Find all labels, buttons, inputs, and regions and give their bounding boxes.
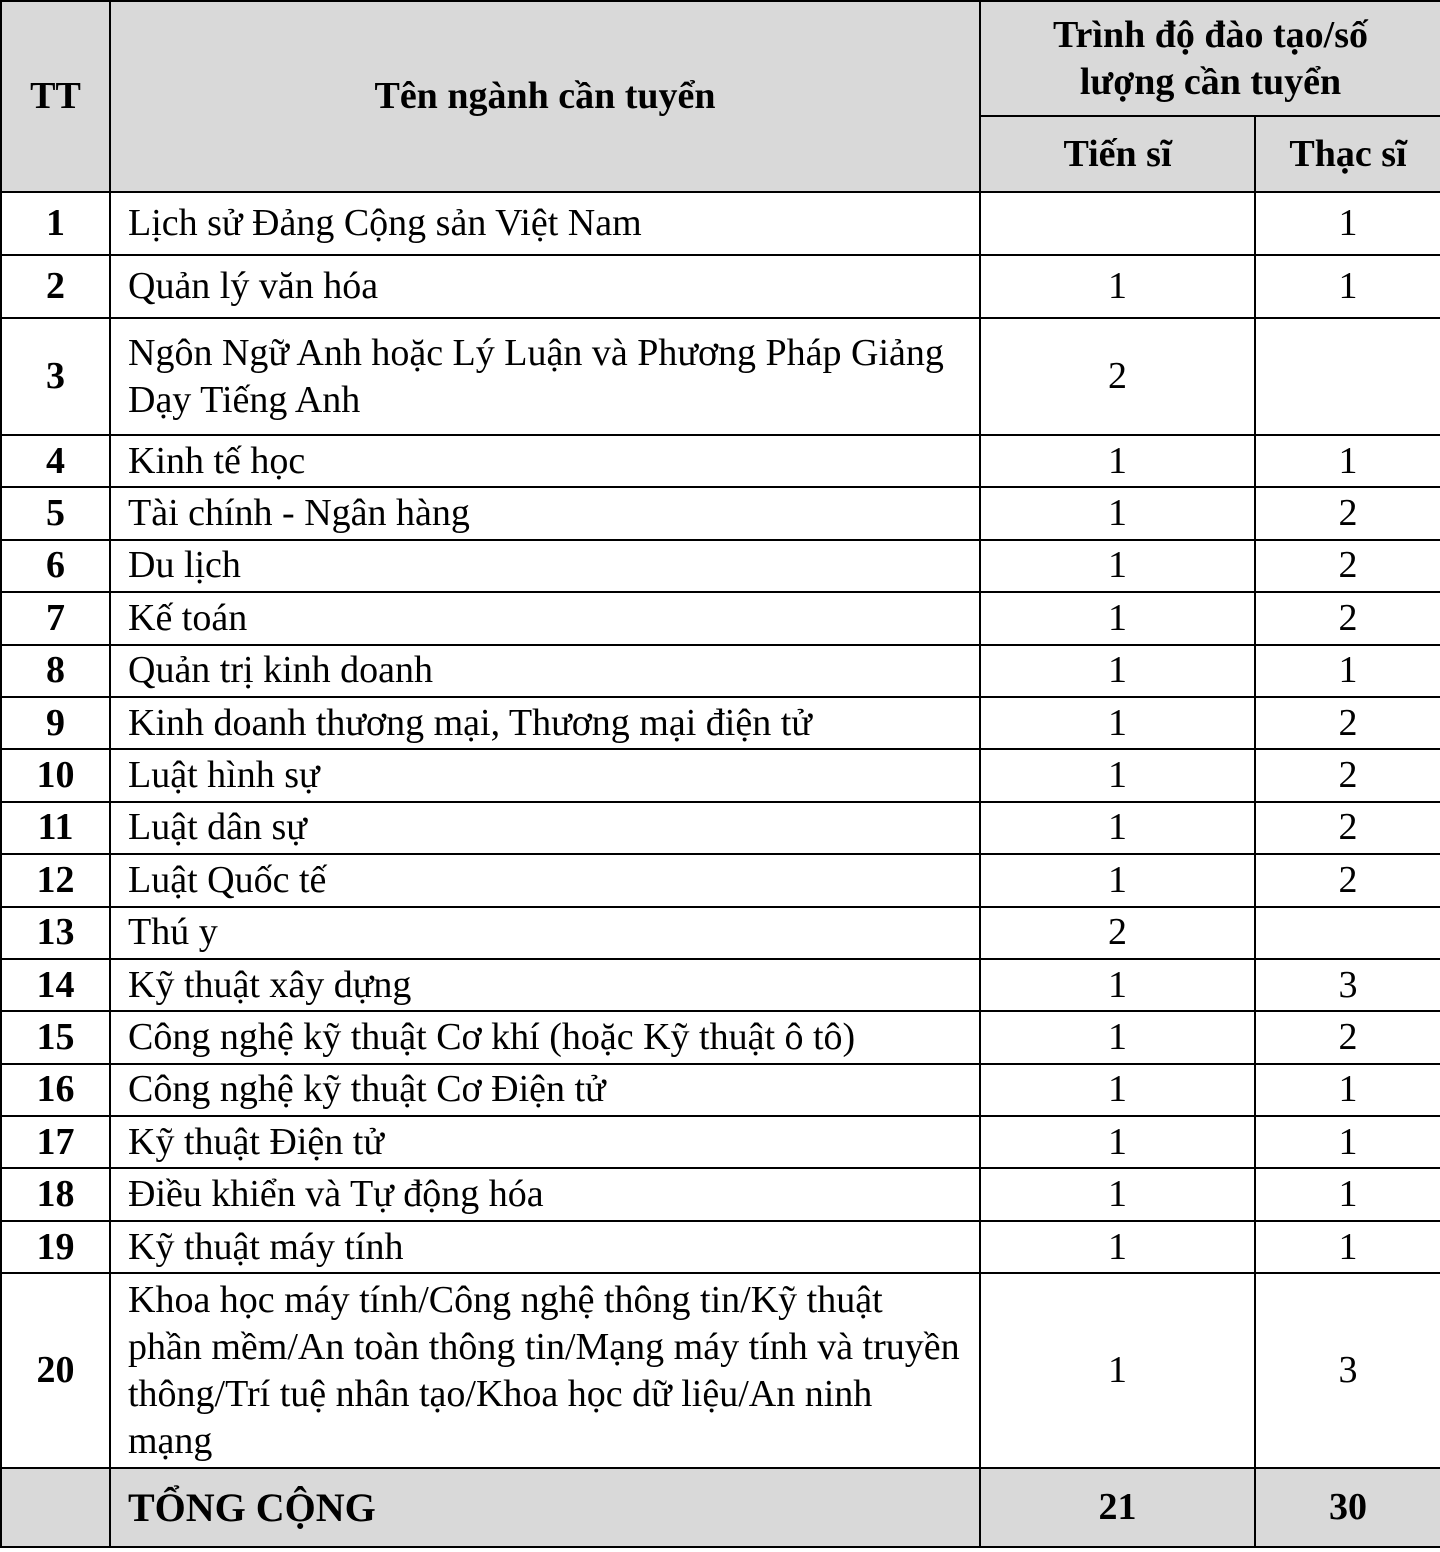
table-row — [1, 487, 1440, 539]
header-tt: TT — [1, 1, 110, 192]
phd-count: 1 — [980, 487, 1255, 539]
row-number: 4 — [1, 435, 110, 487]
total-row — [1, 1468, 1440, 1547]
table-row — [1, 959, 1440, 1011]
header-phd: Tiến sĩ — [980, 116, 1255, 192]
phd-count: 1 — [980, 1011, 1255, 1063]
row-number: 10 — [1, 749, 110, 801]
table-row — [1, 1064, 1440, 1116]
major-name: Luật dân sự — [110, 802, 980, 854]
row-number: 16 — [1, 1064, 110, 1116]
table-row — [1, 1168, 1440, 1220]
major-name: Thú y — [110, 907, 980, 959]
row-number: 5 — [1, 487, 110, 539]
masters-count: 2 — [1255, 802, 1440, 854]
major-name: Kế toán — [110, 592, 980, 644]
masters-count: 1 — [1255, 1221, 1440, 1273]
masters-count — [1255, 318, 1440, 435]
row-number: 3 — [1, 318, 110, 435]
row-number: 7 — [1, 592, 110, 644]
phd-count — [980, 192, 1255, 255]
row-number: 15 — [1, 1011, 110, 1063]
phd-count: 1 — [980, 802, 1255, 854]
phd-count: 1 — [980, 1116, 1255, 1168]
phd-count: 1 — [980, 749, 1255, 801]
phd-count: 1 — [980, 959, 1255, 1011]
masters-count — [1255, 907, 1440, 959]
table-row — [1, 592, 1440, 644]
masters-count: 1 — [1255, 435, 1440, 487]
table-row — [1, 1116, 1440, 1168]
total-empty-cell — [1, 1468, 110, 1547]
major-name: Kinh tế học — [110, 435, 980, 487]
masters-count: 2 — [1255, 592, 1440, 644]
row-number: 13 — [1, 907, 110, 959]
major-name: Kinh doanh thương mại, Thương mại điện tử — [110, 697, 980, 749]
masters-count: 1 — [1255, 1116, 1440, 1168]
phd-count: 2 — [980, 318, 1255, 435]
total-masters: 30 — [1255, 1468, 1440, 1547]
row-number: 18 — [1, 1168, 110, 1220]
row-number: 9 — [1, 697, 110, 749]
phd-count: 1 — [980, 645, 1255, 697]
row-number: 2 — [1, 255, 110, 318]
row-number: 8 — [1, 645, 110, 697]
masters-count: 3 — [1255, 959, 1440, 1011]
masters-count: 2 — [1255, 854, 1440, 906]
major-name: Quản trị kinh doanh — [110, 645, 980, 697]
phd-count: 1 — [980, 255, 1255, 318]
masters-count: 1 — [1255, 645, 1440, 697]
major-name: Công nghệ kỹ thuật Cơ khí (hoặc Kỹ thuật ô tô) — [110, 1011, 980, 1063]
table-footer — [1, 1468, 1440, 1547]
header-masters: Thạc sĩ — [1255, 116, 1440, 192]
table-row — [1, 1221, 1440, 1273]
major-name: Lịch sử Đảng Cộng sản Việt Nam — [110, 192, 980, 255]
table-header — [1, 1, 1440, 192]
major-name: Tài chính - Ngân hàng — [110, 487, 980, 539]
phd-count: 1 — [980, 1273, 1255, 1468]
table-row — [1, 645, 1440, 697]
total-label: TỔNG CỘNG — [110, 1468, 980, 1547]
table-row — [1, 1273, 1440, 1468]
table-row — [1, 435, 1440, 487]
header-level-group: Trình độ đào tạo/số lượng cần tuyển — [980, 1, 1440, 116]
phd-count: 1 — [980, 1168, 1255, 1220]
table-row — [1, 540, 1440, 592]
major-name: Kỹ thuật Điện tử — [110, 1116, 980, 1168]
masters-count: 1 — [1255, 255, 1440, 318]
phd-count: 2 — [980, 907, 1255, 959]
major-name: Điều khiển và Tự động hóa — [110, 1168, 980, 1220]
row-number: 6 — [1, 540, 110, 592]
phd-count: 1 — [980, 1064, 1255, 1116]
masters-count: 1 — [1255, 192, 1440, 255]
major-name: Luật hình sự — [110, 749, 980, 801]
table-row — [1, 1011, 1440, 1063]
row-number: 11 — [1, 802, 110, 854]
table-row — [1, 697, 1440, 749]
major-name: Quản lý văn hóa — [110, 255, 980, 318]
major-name: Luật Quốc tế — [110, 854, 980, 906]
row-number: 14 — [1, 959, 110, 1011]
masters-count: 1 — [1255, 1168, 1440, 1220]
total-phd: 21 — [980, 1468, 1255, 1547]
major-name: Ngôn Ngữ Anh hoặc Lý Luận và Phương Pháp Giảng Dạy Tiếng Anh — [110, 318, 980, 435]
row-number: 1 — [1, 192, 110, 255]
major-name: Công nghệ kỹ thuật Cơ Điện tử — [110, 1064, 980, 1116]
table-row — [1, 749, 1440, 801]
masters-count: 2 — [1255, 1011, 1440, 1063]
phd-count: 1 — [980, 540, 1255, 592]
masters-count: 2 — [1255, 540, 1440, 592]
major-name: Kỹ thuật máy tính — [110, 1221, 980, 1273]
table-row — [1, 802, 1440, 854]
phd-count: 1 — [980, 592, 1255, 644]
header-major-name: Tên ngành cần tuyển — [110, 1, 980, 192]
masters-count: 3 — [1255, 1273, 1440, 1468]
masters-count: 1 — [1255, 1064, 1440, 1116]
major-name: Kỹ thuật xây dựng — [110, 959, 980, 1011]
phd-count: 1 — [980, 697, 1255, 749]
masters-count: 2 — [1255, 487, 1440, 539]
masters-count: 2 — [1255, 749, 1440, 801]
header-row — [1, 1, 1440, 116]
row-number: 17 — [1, 1116, 110, 1168]
row-number: 19 — [1, 1221, 110, 1273]
table-row — [1, 907, 1440, 959]
table-row — [1, 192, 1440, 255]
major-name: Du lịch — [110, 540, 980, 592]
row-number: 20 — [1, 1273, 110, 1468]
table-row — [1, 255, 1440, 318]
phd-count: 1 — [980, 854, 1255, 906]
table-row — [1, 318, 1440, 435]
table-row — [1, 854, 1440, 906]
masters-count: 2 — [1255, 697, 1440, 749]
table-body — [1, 192, 1440, 1468]
row-number: 12 — [1, 854, 110, 906]
phd-count: 1 — [980, 435, 1255, 487]
phd-count: 1 — [980, 1221, 1255, 1273]
major-name: Khoa học máy tính/Công nghệ thông tin/Kỹ thuật phần mềm/An toàn thông tin/Mạng máy tính và truyền thông/Trí tuệ nhân tạo/Khoa học dữ liệu/An ninh mạng — [110, 1273, 980, 1468]
